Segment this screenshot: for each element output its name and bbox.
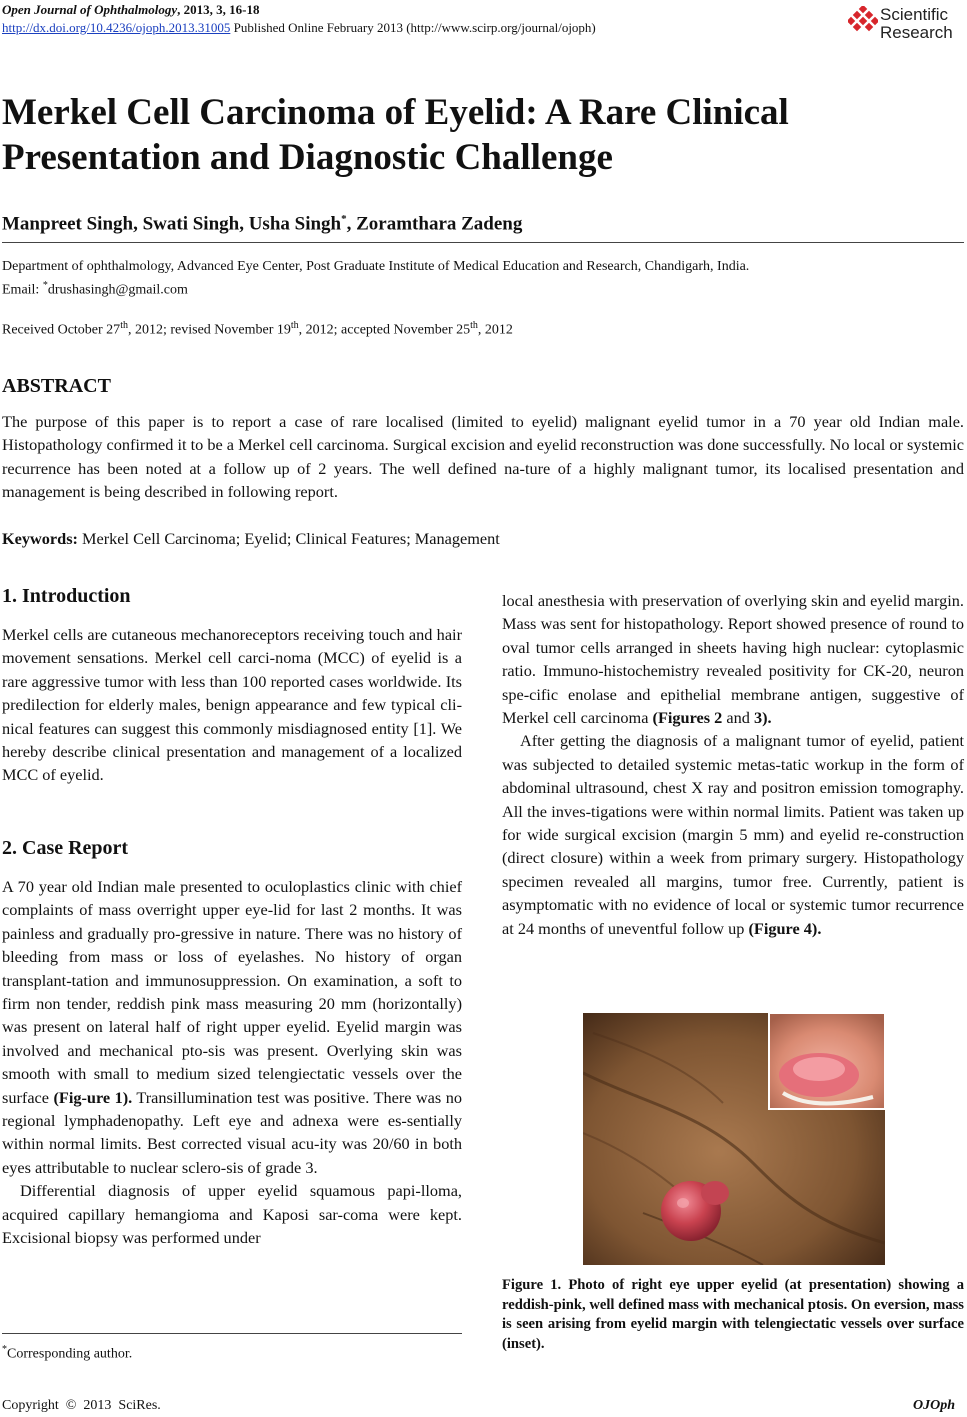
figure-1-photo	[583, 1013, 885, 1265]
abstract-heading: ABSTRACT	[2, 375, 111, 397]
figure-4-ref: (Figure 4).	[748, 918, 822, 938]
email-star: *	[42, 280, 48, 291]
revised-sup: th	[290, 320, 299, 331]
journal-name: Open Journal of Ophthalmology	[2, 2, 178, 17]
case-p1-text-b: Transillumination test was positive. There was no regional lymphadenopathy. Left eye and adnexa were es-sentially within normal limits. Best corrected visual acu-ity was 20/60 in both eyes attributable to nuclear sclero-sis of grade 3.	[2, 1087, 462, 1177]
eyelid-photo-image	[583, 1013, 885, 1265]
article-title	[2, 90, 789, 180]
footnote-text: Corresponding author.	[7, 1346, 133, 1362]
authors	[2, 213, 522, 235]
scientific-research-logo	[848, 4, 966, 42]
title-line-2: Presentation and Diagnostic Challenge	[2, 137, 613, 178]
journal-issue: , 2013, 3, 16-18	[177, 2, 260, 17]
accepted-sup: th	[470, 320, 478, 331]
revised-text: , 2012; revised November 19	[127, 322, 291, 338]
figure-3-ref: 3).	[753, 708, 772, 728]
keywords-values: Merkel Cell Carcinoma; Eyelid; Clinical Features; Management	[77, 529, 500, 548]
case-report-body	[2, 875, 462, 1250]
received-dates	[2, 316, 513, 340]
published-text: Published Online February 2013 (http://www.scirp.org/journal/ojoph)	[230, 20, 596, 35]
footnote-star: *	[2, 1344, 7, 1355]
authors-part-1: Manpreet Singh, Swati Singh, Usha Singh	[2, 213, 342, 235]
figure-2-ref: (Figures 2	[652, 708, 723, 728]
received-sup: th	[120, 320, 128, 331]
affiliation: Department of ophthalmology, Advanced Eye Center, Post Graduate Institute of Medical Education and Research, Chandigarh, India.	[2, 259, 750, 274]
right-paragraph-2	[502, 729, 964, 940]
case-paragraph-1	[2, 875, 462, 1179]
introduction-text: Merkel cells are cutaneous mechanoreceptors receiving touch and hair movement sensations. Merkel cell carci-noma (MCC) of eyelid is a rare aggressive tumor with less than 100 reported cases worldwide. Its predilection for elderly males, benign appearance and few typical cli-nical features can suggest this commonly misdiagnosed entity [1]. We hereby describe clinical presentation and management of a localized MCC of eyelid.	[2, 625, 462, 785]
right-p1-and: and	[722, 708, 754, 728]
case-p1-text-a: A 70 year old Indian male presented to oculoplastics clinic with chief complaints of mass overright upper eye-lid for last 2 months. It was painless and gradually pro-gressive in nature. There was no history of bleeding from mass or loss of eyelashes. No history of organ transplant-tation and immunosuppression. On examination, a soft to firm non tender, reddish pink mass measuring 20 mm (horizontally) was present on lateral half of right upper eyelid. Eyelid margin was involved and mechanical pto-sis was present. Overlying skin was smooth with small to medium sized telengiectatic vessels over the surface	[2, 877, 462, 1107]
section-heading-introduction: 1. Introduction	[2, 585, 131, 607]
email-line	[2, 276, 188, 300]
right-p1-text: local anesthesia with preservation of overlying skin and eyelid margin. Mass was sent for histopathology. Report showed presence of round to oval tumor cells arranged in sheets having high nuclear: cytoplasmic ratio. Immuno-histochemistry revealed positivity for CK-20, neuron spe-cific enolase and epithelial membrane antigen, suggestive of Merkel cell carcinoma	[502, 591, 964, 728]
section-heading-case-report: 2. Case Report	[2, 837, 129, 859]
logo-text-scientific: Scientific	[880, 5, 949, 24]
keywords-label: Keywords:	[2, 529, 78, 548]
footer-journal-abbr: OJOph	[913, 1398, 956, 1413]
logo-mark-icon	[848, 6, 878, 36]
accepted-text: , 2012; accepted November 25	[298, 322, 471, 338]
keywords-line	[2, 527, 964, 550]
footer-copyright: Copyright © 2013 SciRes.	[2, 1398, 161, 1413]
figure-1-ref: (Fig-ure 1).	[53, 1087, 133, 1107]
authors-star: *	[341, 213, 347, 225]
header-rule	[2, 242, 964, 243]
logo-text-research: Research	[880, 23, 953, 42]
right-paragraph-1	[502, 589, 964, 729]
journal-header	[2, 2, 260, 18]
right-column-body	[502, 589, 964, 940]
doi-line	[2, 20, 596, 36]
case-paragraph-2: Differential diagnosis of upper eyelid squamous papi-lloma, acquired capillary hemangioma and Kaposi sar-coma were kept. Excisional biopsy was performed under	[2, 1181, 462, 1248]
accepted-year: , 2012	[477, 322, 513, 338]
right-p2-text: After getting the diagnosis of a malignant tumor of eyelid, patient was subjected to detailed systemic metas-tatic workup in the form of abdominal ultrasound, chest X ray and positron emission tomography. All the inves-tigations were within normal limits. Patient was taken up for wide surgical excision (margin 5 mm) and eyelid re-construction (direct closure) within a week from primary surgery. Histopathology specimen revealed all margins, tumor free. Currently, patient is asymptomatic with no evidence of local or systemic tumor recurrence at 24 months of uneventful follow up	[502, 731, 964, 938]
footnote-rule	[2, 1333, 462, 1334]
email-label: Email:	[2, 282, 43, 298]
abstract-text: The purpose of this paper is to report a case of rare localised (limited to eyelid) malignant eyelid tumor in a 70 year old Indian male. Histopathology confirmed it to be a Merkel cell carcinoma. Surgical excision and eyelid reconstruction was done successfully. No local or systemic recurrence has been noted at a follow up of 2 years. The well defined na-ture of a highly malignant tumor, its localised presentation and management is being described in following report.	[2, 412, 964, 502]
footnote	[2, 1340, 132, 1364]
received-text: Received October 27	[2, 322, 121, 338]
authors-part-2: , Zoramthara Zadeng	[346, 213, 523, 235]
doi-link[interactable]: http://dx.doi.org/10.4236/ojoph.2013.31005	[2, 20, 231, 35]
email-address[interactable]: drushasingh@gmail.com	[47, 282, 188, 298]
title-line-1: Merkel Cell Carcinoma of Eyelid: A Rare Clinical	[2, 92, 789, 133]
figure-1-caption: Figure 1. Photo of right eye upper eyelid (at presentation) showing a reddish-pink, well defined mass with mechanical ptosis. On eversion, mass is seen arising from eyelid margin with telengiectatic vessels over surface (inset).	[502, 1277, 964, 1352]
